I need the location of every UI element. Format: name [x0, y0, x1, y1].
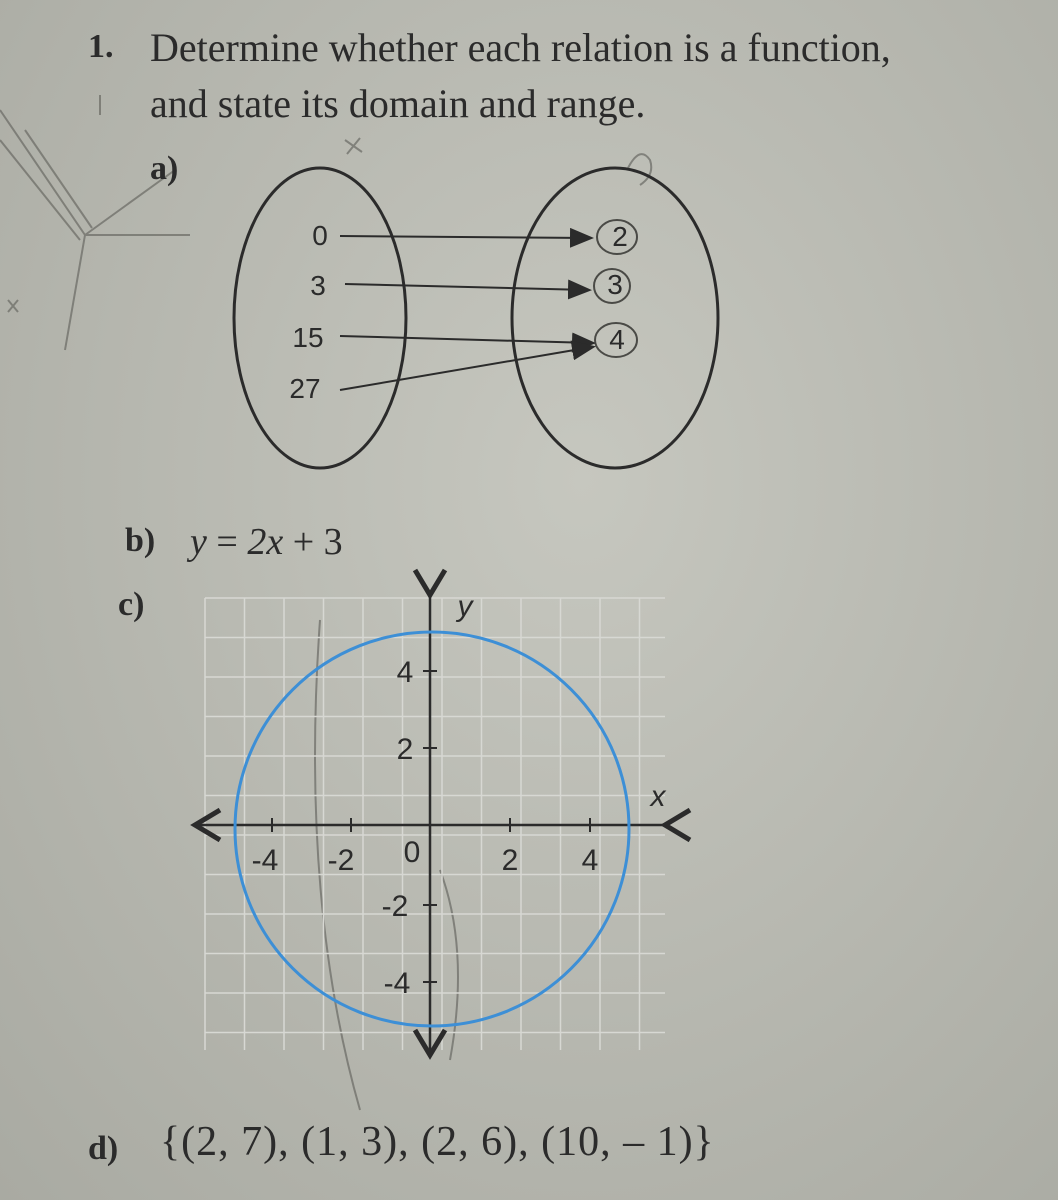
- part-a-label: a): [150, 150, 179, 187]
- equation-plus: +: [292, 521, 315, 563]
- range-value: 4: [609, 324, 625, 355]
- graph-circle: [235, 632, 629, 1026]
- y-axis-label: y: [457, 590, 473, 623]
- question-line-1: Determine whether each relation is a function,: [150, 25, 891, 70]
- part-d-label: d): [88, 1130, 119, 1167]
- question-line-2: and state its domain and range.: [150, 81, 646, 126]
- domain-value: 15: [292, 322, 324, 353]
- domain-value: 3: [310, 270, 326, 301]
- domain-value: 0: [312, 220, 328, 251]
- y-tick-label: 4: [396, 656, 414, 689]
- part-d-ordered-pairs: {(2, 7), (1, 3), (2, 6), (10, – 1)}: [160, 1119, 715, 1165]
- equation-y: y: [190, 521, 207, 563]
- range-value: 2: [612, 221, 628, 252]
- x-tick-label: 4: [581, 844, 599, 877]
- question-number: 1.: [88, 28, 114, 65]
- x-tick-label: 2: [501, 844, 519, 877]
- range-value: 3: [607, 269, 623, 300]
- domain-value: 27: [289, 373, 321, 404]
- y-tick-label: -2: [381, 890, 409, 923]
- equation-equals: =: [216, 521, 238, 563]
- y-tick-label: -4: [383, 967, 411, 1000]
- equation-constant: 3: [323, 521, 343, 563]
- part-b-label: b): [125, 522, 156, 559]
- x-axis-label: x: [650, 780, 666, 813]
- x-tick-label: -4: [251, 844, 279, 877]
- equation-2x: 2x: [247, 521, 284, 563]
- y-tick-label: 2: [396, 733, 414, 766]
- x-tick-label: -2: [327, 844, 355, 877]
- origin-label: 0: [403, 836, 421, 869]
- part-c-label: c): [118, 586, 145, 623]
